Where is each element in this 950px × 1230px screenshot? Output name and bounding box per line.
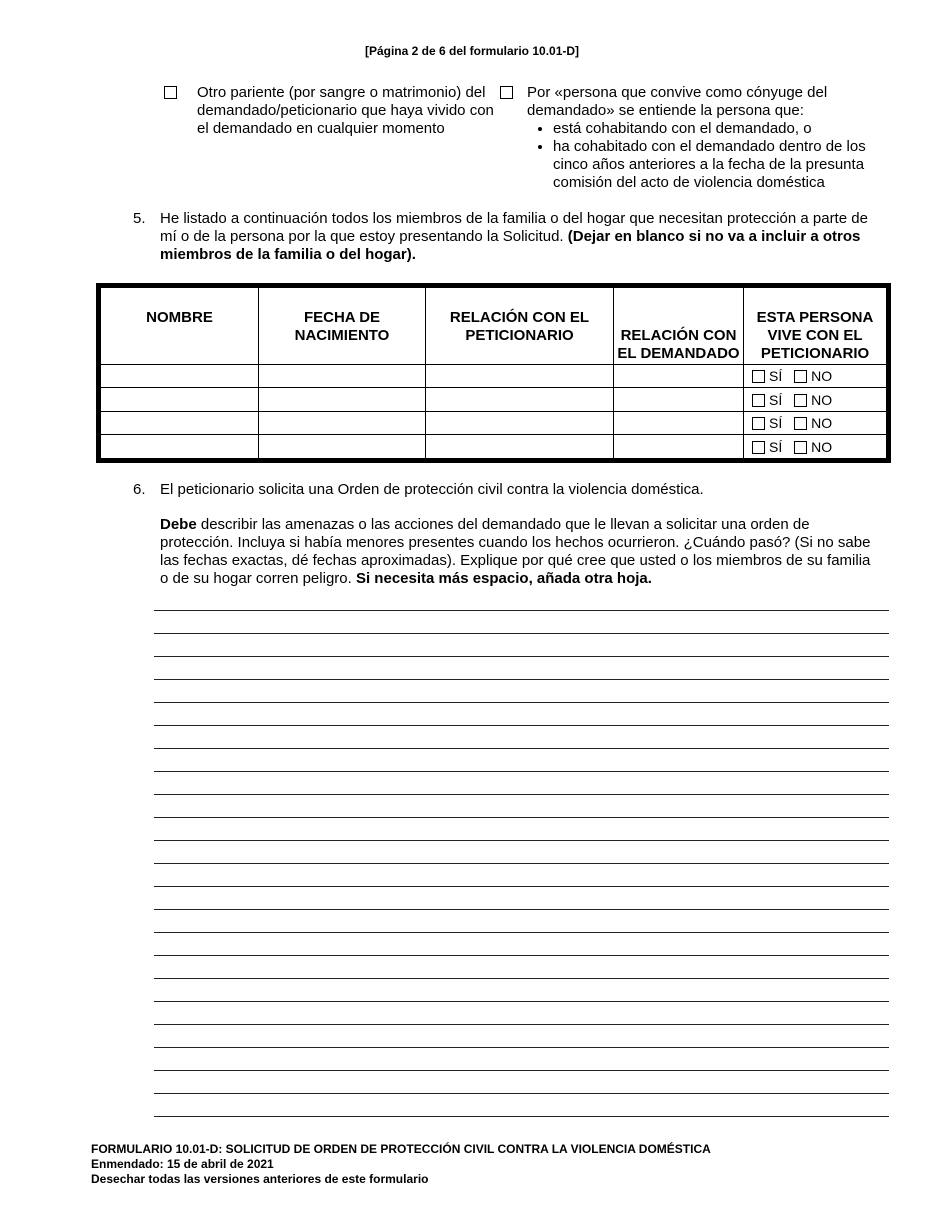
other-relative-checkbox[interactable] [164, 86, 177, 99]
writing-line [154, 656, 889, 657]
writing-line [154, 702, 889, 703]
cell-name[interactable] [99, 435, 259, 461]
cell-name[interactable] [99, 365, 259, 388]
cell-relation-respondent[interactable] [614, 435, 744, 461]
yes-label: SÍ [769, 391, 783, 408]
yes-checkbox[interactable] [752, 441, 765, 454]
writing-line [154, 1070, 889, 1071]
col-header-relation-respondent: RELACIÓN CON EL DEMANDADO [614, 286, 744, 365]
writing-line [154, 955, 889, 956]
household-members-table [96, 283, 891, 463]
yes-checkbox[interactable] [752, 394, 765, 407]
spouse-like-label [527, 84, 900, 192]
no-checkbox[interactable] [794, 441, 807, 454]
item-5-number: 5. [133, 210, 146, 227]
table-header-row [99, 286, 889, 365]
cell-lives-with [744, 365, 889, 388]
cell-birthdate[interactable] [259, 411, 426, 434]
spouse-like-bullet-2: • ha cohabitado con el demandado dentro de los cinco años anteriores a la fecha de la presunta comisión del acto de violencia doméstica [553, 138, 900, 192]
description-writing-area[interactable] [154, 610, 889, 1139]
writing-line [154, 1116, 889, 1117]
writing-line [154, 886, 889, 887]
option-spouse-like [500, 84, 900, 192]
other-relative-label: Otro pariente (por sangre o matrimonio) del demandado/peticionario que haya vivido con el demandado en cualquier momento [197, 84, 494, 137]
writing-line [154, 1024, 889, 1025]
col-header-relation-petitioner: RELACIÓN CON EL PETICIONARIO [426, 286, 614, 365]
cell-name[interactable] [99, 411, 259, 434]
spouse-like-bullet-1: • está cohabitando con el demandado, o [553, 120, 900, 138]
cell-birthdate[interactable] [259, 435, 426, 461]
cell-lives-with [744, 388, 889, 411]
no-label: NO [811, 368, 833, 385]
writing-line [154, 1047, 889, 1048]
no-checkbox[interactable] [794, 370, 807, 383]
footer-amended: Enmendado: 15 de abril de 2021 [91, 1157, 274, 1171]
writing-line [154, 1093, 889, 1094]
no-label: NO [811, 415, 833, 432]
writing-line [154, 909, 889, 910]
no-label: NO [811, 438, 833, 455]
table-row [99, 388, 889, 411]
spouse-like-intro: Por «persona que convive como cónyuge del demandado» se entiende la persona que: [527, 84, 828, 119]
writing-line [154, 679, 889, 680]
yes-checkbox[interactable] [752, 417, 765, 430]
cell-relation-respondent[interactable] [614, 365, 744, 388]
item-5-text [160, 210, 878, 264]
cell-lives-with [744, 411, 889, 434]
cell-relation-petitioner[interactable] [426, 411, 614, 434]
writing-line [154, 863, 889, 864]
spouse-like-bullets [527, 120, 900, 192]
writing-line [154, 633, 889, 634]
item-5 [133, 210, 878, 264]
item-6-statement: El peticionario solicita una Orden de protección civil contra la violencia doméstica. [160, 481, 704, 498]
cell-birthdate[interactable] [259, 388, 426, 411]
writing-line [154, 1001, 889, 1002]
item-6 [133, 481, 878, 605]
footer-form-title: FORMULARIO 10.01-D: SOLICITUD DE ORDEN DE PROTECCIÓN CIVIL CONTRA LA VIOLENCIA DOMÉSTICA [91, 1142, 711, 1156]
item-5-statement: He listado a continuación todos los miembros de la familia o del hogar que necesitan protección a parte de mí o de la persona por la que estoy presentando la Solicitud. [160, 210, 868, 245]
table-row [99, 435, 889, 461]
footer [91, 1142, 711, 1187]
no-checkbox[interactable] [794, 417, 807, 430]
cell-name[interactable] [99, 388, 259, 411]
writing-line [154, 978, 889, 979]
writing-line [154, 794, 889, 795]
footer-discard: Desechar todas las versiones anteriores de este formulario [91, 1172, 429, 1186]
writing-line [154, 610, 889, 611]
table-row [99, 365, 889, 388]
page-header: [Página 2 de 6 del formulario 10.01-D] [364, 44, 580, 58]
writing-line [154, 817, 889, 818]
col-header-lives-with: ESTA PERSONA VIVE CON EL PETICIONARIO [744, 286, 889, 365]
cell-relation-respondent[interactable] [614, 388, 744, 411]
cell-relation-petitioner[interactable] [426, 388, 614, 411]
spouse-like-checkbox[interactable] [500, 86, 513, 99]
no-checkbox[interactable] [794, 394, 807, 407]
writing-line [154, 840, 889, 841]
cell-birthdate[interactable] [259, 365, 426, 388]
yes-label: SÍ [769, 368, 783, 385]
cell-lives-with [744, 435, 889, 461]
item-5-note: (Dejar en blanco si no va a incluir a otros miembros de la familia o del hogar). [160, 228, 861, 263]
table-row [99, 411, 889, 434]
item-6-number: 6. [133, 481, 146, 498]
yes-label: SÍ [769, 438, 783, 455]
writing-line [154, 748, 889, 749]
writing-line [154, 771, 889, 772]
cell-relation-petitioner[interactable] [426, 435, 614, 461]
no-label: NO [811, 391, 833, 408]
yes-label: SÍ [769, 415, 783, 432]
writing-line [154, 932, 889, 933]
writing-line [154, 725, 889, 726]
col-header-name: NOMBRE [99, 286, 259, 365]
option-other-relative [164, 84, 494, 138]
item-6-instructions: Debe describir las amenazas o las acciones del demandado que le llevan a solicitar una orden de protección. Incluya si había menores presentes cuando los hechos ocurrieron. ¿Cuándo pasó? (Si no sabe las fechas exactas, dé fechas aproximadas). Explique por qué cree que usted o los miembros de su familia o de su hogar corren peligro. Si necesita más espacio, añada otra hoja. [160, 516, 871, 587]
cell-relation-petitioner[interactable] [426, 365, 614, 388]
cell-relation-respondent[interactable] [614, 411, 744, 434]
yes-checkbox[interactable] [752, 370, 765, 383]
col-header-birthdate: FECHA DE NACIMIENTO [259, 286, 426, 365]
item-6-body [160, 481, 878, 588]
